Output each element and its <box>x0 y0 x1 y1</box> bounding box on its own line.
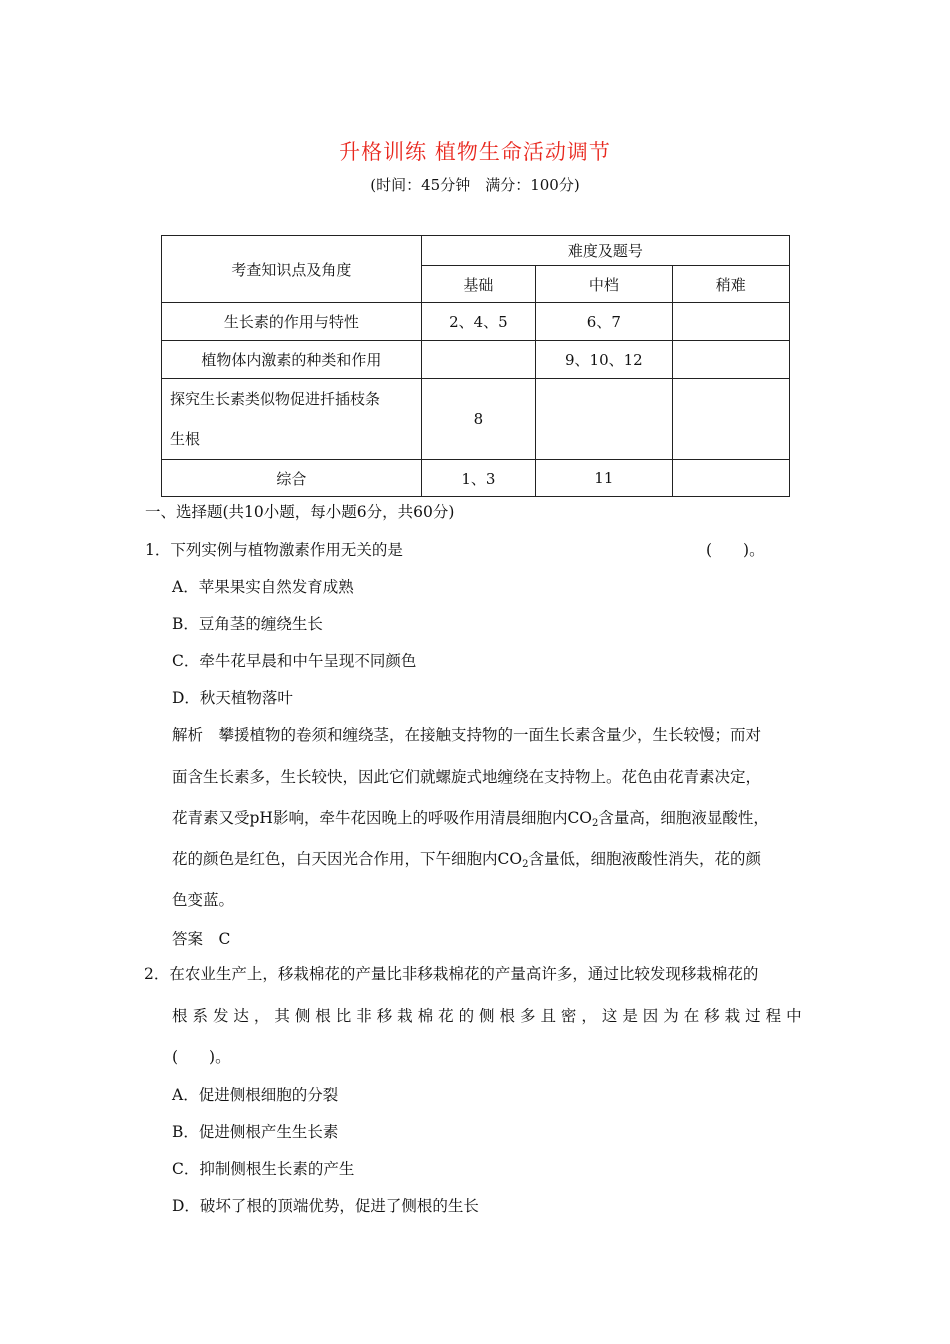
stem-char: 为 <box>663 1007 679 1025</box>
question-1-option-a: A．苹果果实自然发育成熟 <box>172 578 354 596</box>
stem-char: 栽 <box>397 1007 413 1025</box>
stem-char: 的 <box>458 1007 475 1025</box>
table-cell-basic: 8 <box>421 379 535 460</box>
question-1-analysis-line: 色变蓝。 <box>172 891 235 909</box>
question-1-analysis-line: 解析 攀援植物的卷须和缠绕茎，在接触支持物的一面生长素含量少，生长较慢；而对 <box>172 726 762 744</box>
table-cell-hard <box>672 379 789 460</box>
table-cell-topic: 生长素的作用与特性 <box>162 303 422 341</box>
table-row <box>162 303 790 341</box>
stem-char: 是 <box>622 1007 638 1025</box>
table-header-medium: 中档 <box>536 266 672 303</box>
table-cell-basic: 1、3 <box>421 460 535 497</box>
section-heading: 一、选择题(共10小题，每小题6分，共60分) <box>145 503 455 521</box>
stem-char: 根 <box>315 1007 331 1025</box>
stem-char: 因 <box>642 1007 659 1025</box>
stem-char: 多 <box>519 1007 536 1025</box>
question-1-option-c: C．牵牛花早晨和中午呈现不同颜色 <box>172 652 417 670</box>
stem-char: 程 <box>765 1007 782 1025</box>
table-header-topic: 考查知识点及角度 <box>162 236 422 303</box>
question-1-answer-blank: ( )。 <box>706 541 765 559</box>
stem-char: 移 <box>704 1007 720 1025</box>
stem-char: 在 <box>683 1007 700 1025</box>
table-cell-hard <box>672 303 789 341</box>
stem-char: 根 <box>499 1007 516 1025</box>
question-2-option-c: C．抑制侧根生长素的产生 <box>172 1160 355 1178</box>
question-1-option-d: D．秋天植物落叶 <box>172 689 293 707</box>
table-header-difficulty: 难度及题号 <box>421 236 789 266</box>
stem-char: 其 <box>274 1007 290 1025</box>
stem-char: 比 <box>335 1007 352 1025</box>
question-2-answer-blank: ( )。 <box>172 1048 231 1066</box>
table-row <box>162 341 790 379</box>
stem-char: 侧 <box>479 1007 495 1025</box>
knowledge-difficulty-table <box>161 235 790 497</box>
table-cell-medium: 6、7 <box>536 303 672 341</box>
stem-char: ， <box>253 1007 270 1025</box>
stem-char: 发 <box>212 1007 229 1025</box>
stem-char: 中 <box>786 1007 802 1025</box>
question-2-stem-line: 2．在农业生产上，移栽棉花的产量比非移栽棉花的产量高许多，通过比较发现移栽棉花的 <box>144 965 759 983</box>
table-cell-basic: 2、4、5 <box>421 303 535 341</box>
question-1-stem: 1．下列实例与植物激素作用无关的是 <box>145 541 403 559</box>
question-1-analysis-line: 花青素又受pH影响，牵牛花因晚上的呼吸作用清晨细胞内$CO_2$含量高，细胞液显酸性， <box>172 809 769 829</box>
stem-char: 密 <box>560 1007 577 1025</box>
stem-char: 花 <box>438 1007 454 1025</box>
question-2-option-d: D．破坏了根的顶端优势，促进了侧根的生长 <box>172 1197 479 1215</box>
question-2-option-b: B．促进侧根产生生长素 <box>172 1123 339 1141</box>
table-header-basic: 基础 <box>421 266 535 303</box>
stem-char: 且 <box>540 1007 556 1025</box>
page-title: 升格训练 植物生命活动调节 <box>339 140 611 164</box>
table-cell-medium: 9、10、12 <box>536 341 672 379</box>
stem-char: 侧 <box>294 1007 311 1025</box>
question-2-stem-line <box>172 1004 802 1026</box>
stem-char: 达 <box>233 1007 249 1025</box>
table-cell-hard <box>672 341 789 379</box>
time-score-info: (时间：45分钟 满分：100分) <box>370 176 580 194</box>
stem-char: 栽 <box>724 1007 741 1025</box>
stem-char: 非 <box>356 1007 372 1025</box>
stem-char: 这 <box>601 1007 618 1025</box>
question-1-analysis-line: 花的颜色是红色，白天因光合作用，下午细胞内$CO_2$含量低，细胞液酸性消失，花的颜 <box>172 850 761 870</box>
table-cell-medium <box>536 379 672 460</box>
stem-char: 根 <box>172 1007 188 1025</box>
table-cell-topic: 探究生长素类似物促进扦插枝条 生根 <box>162 379 422 460</box>
table-cell-topic: 植物体内激素的种类和作用 <box>162 341 422 379</box>
stem-char: 系 <box>192 1007 208 1025</box>
stem-char: ， <box>581 1007 597 1025</box>
question-1-option-b: B．豆角茎的缠绕生长 <box>172 615 323 633</box>
question-1-answer: 答案 C <box>172 930 231 948</box>
table-cell-hard <box>672 460 789 497</box>
table-header-hard: 稍难 <box>672 266 789 303</box>
table-cell-basic <box>421 341 535 379</box>
question-1-analysis-line: 面含生长素多，生长较快，因此它们就螺旋式地缠绕在支持物上。花色由花青素决定， <box>172 768 762 786</box>
stem-char: 移 <box>376 1007 393 1025</box>
table-cell-medium: 11 <box>536 460 672 497</box>
stem-char: 棉 <box>417 1007 434 1025</box>
table-row <box>162 460 790 497</box>
question-2-option-a: A．促进侧根细胞的分裂 <box>172 1086 339 1104</box>
table-row <box>162 379 790 460</box>
stem-char: 过 <box>745 1007 761 1025</box>
table-cell-topic: 综合 <box>162 460 422 497</box>
